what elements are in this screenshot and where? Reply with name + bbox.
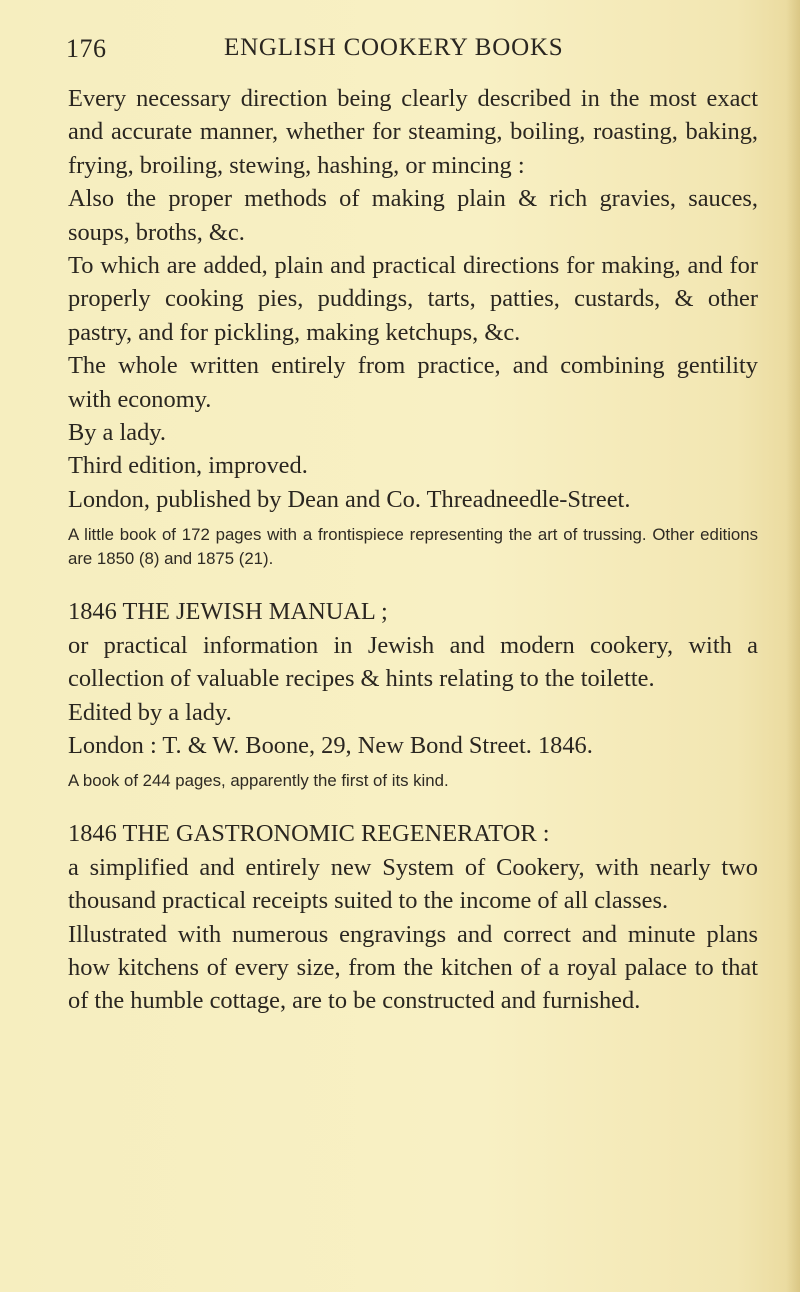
- entry-title: THE JEWISH MANUAL ;: [122, 598, 388, 626]
- entry-heading: [68, 817, 758, 850]
- continuation-note: A little book of 172 pages with a frontispiece representing the art of trussing. Other editions are 1850 (8) and 1875 (21).: [68, 525, 758, 569]
- entry-line: or practical information in Jewish and modern cookery, with a collection of valuable recipes & hints relating to the toilette.: [68, 631, 758, 693]
- entry-line: Illustrated with numerous engravings and correct and minute plans how kitchens of every size, from the kitchen of a royal palace to that of the humble cottage, are to be constructed and furnished.: [68, 920, 758, 1015]
- page-body: [68, 82, 758, 1018]
- entry-title: THE GASTRONOMIC REGENERATOR :: [122, 820, 550, 848]
- continuation-line: Also the proper methods of making plain & rich gravies, sauces, soups, broths, &c.: [68, 185, 758, 246]
- continuation-line: By a lady.: [68, 419, 166, 447]
- continuation-line: To which are added, plain and practical directions for making, and for properly cooking pies, puddings, tarts, patties, custards, & other pastry, and for pickling, making ketchups, &c.: [68, 252, 758, 346]
- continuation-line: Every necessary direction being clearly described in the most exact and accurate manner, whether for steaming, boiling, roasting, baking, frying, broiling, stewing, hashing, or mincing :: [68, 85, 758, 179]
- continuation-line: Third edition, improved.: [68, 452, 308, 480]
- entry-year: 1846: [68, 820, 117, 848]
- entry-line: a simplified and entirely new System of Cookery, with nearly two thousand practical receipts suited to the income of all classes.: [68, 853, 758, 915]
- entry-year: 1846: [68, 598, 117, 626]
- page-number: 176: [66, 34, 107, 63]
- entry-line: Edited by a lady.: [68, 698, 232, 726]
- entry-note: A book of 244 pages, apparently the first of its kind.: [68, 771, 449, 791]
- continuation-line: The whole written entirely from practice, and combining gentility with economy.: [68, 352, 758, 413]
- entry-line: London : T. & W. Boone, 29, New Bond Street. 1846.: [68, 731, 593, 759]
- bibliography-entry: [68, 817, 758, 1017]
- page-edge-shadow: [786, 0, 800, 1292]
- bibliography-entry: [68, 595, 758, 793]
- entry-heading: [68, 595, 758, 628]
- page-header: [66, 34, 766, 68]
- running-head: ENGLISH COOKERY BOOKS: [224, 34, 564, 61]
- continuation-line: London, published by Dean and Co. Threadneedle-Street.: [68, 485, 631, 513]
